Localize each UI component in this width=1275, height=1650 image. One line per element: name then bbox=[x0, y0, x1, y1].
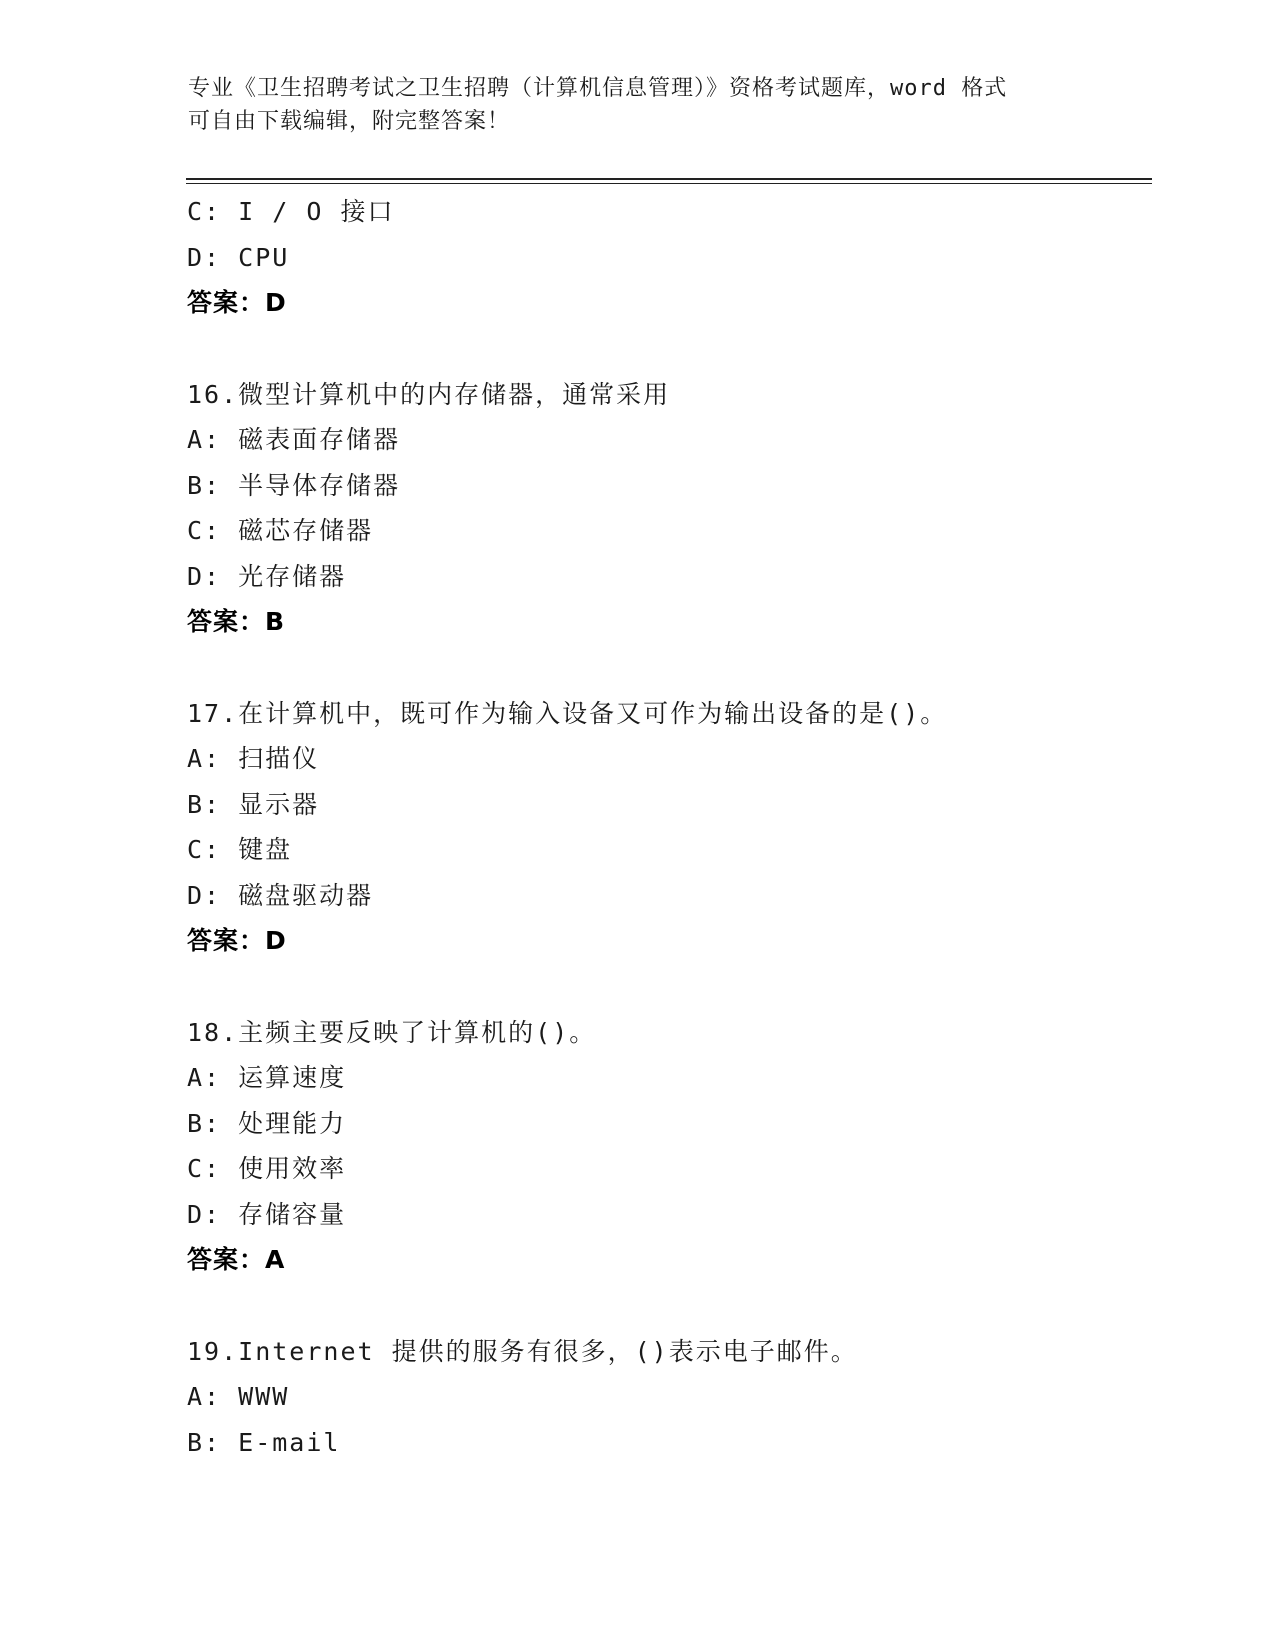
question-stem: 19.Internet 提供的服务有很多，()表示电子邮件。 bbox=[187, 1336, 858, 1366]
option-b: B: 半导体存储器 bbox=[187, 470, 401, 500]
option-b: B: 处理能力 bbox=[187, 1108, 347, 1138]
answer-line: 答案：D bbox=[187, 926, 287, 955]
question-stem: 18.主频主要反映了计算机的()。 bbox=[187, 1017, 597, 1047]
option-c: C: 键盘 bbox=[187, 835, 293, 864]
question-block-16 bbox=[187, 372, 1147, 645]
option-d: D: 存储容量 bbox=[187, 1199, 347, 1229]
option-d: D: 光存储器 bbox=[187, 561, 347, 591]
option-a: A: 磁表面存储器 bbox=[187, 425, 401, 454]
spacer bbox=[187, 326, 1147, 372]
header-line-1: 专业《卫生招聘考试之卫生招聘（计算机信息管理）》资格考试题库，word 格式 bbox=[188, 76, 1008, 101]
header-rule-thick bbox=[186, 178, 1152, 180]
question-block-continued bbox=[187, 189, 1147, 326]
spacer bbox=[187, 645, 1147, 691]
option-d: D: CPU bbox=[187, 242, 290, 272]
option-b: B: E-mail bbox=[187, 1427, 341, 1457]
option-a: A: 运算速度 bbox=[187, 1063, 347, 1092]
question-block-19 bbox=[187, 1329, 1147, 1466]
answer-line: 答案：D bbox=[187, 288, 287, 317]
answer-line: 答案：A bbox=[187, 1245, 286, 1274]
question-list bbox=[187, 189, 1147, 1465]
spacer bbox=[187, 964, 1147, 1010]
option-a: A: 扫描仪 bbox=[187, 744, 320, 773]
question-stem: 16.微型计算机中的内存储器，通常采用 bbox=[187, 379, 671, 409]
option-b: B: 显示器 bbox=[187, 789, 320, 819]
option-c: C: I / O 接口 bbox=[187, 197, 395, 226]
header-line-2: 可自由下载编辑，附完整答案！ bbox=[188, 109, 511, 134]
option-c: C: 使用效率 bbox=[187, 1154, 347, 1183]
question-block-18 bbox=[187, 1010, 1147, 1283]
question-stem: 17.在计算机中，既可作为输入设备又可作为输出设备的是()。 bbox=[187, 698, 948, 728]
question-block-17 bbox=[187, 691, 1147, 964]
answer-line: 答案：B bbox=[187, 607, 286, 636]
header-rule-thin bbox=[186, 183, 1152, 184]
option-c: C: 磁芯存储器 bbox=[187, 516, 374, 545]
spacer bbox=[187, 1283, 1147, 1329]
document-header bbox=[188, 72, 1088, 138]
option-d: D: 磁盘驱动器 bbox=[187, 880, 374, 910]
option-a: A: WWW bbox=[187, 1382, 290, 1411]
